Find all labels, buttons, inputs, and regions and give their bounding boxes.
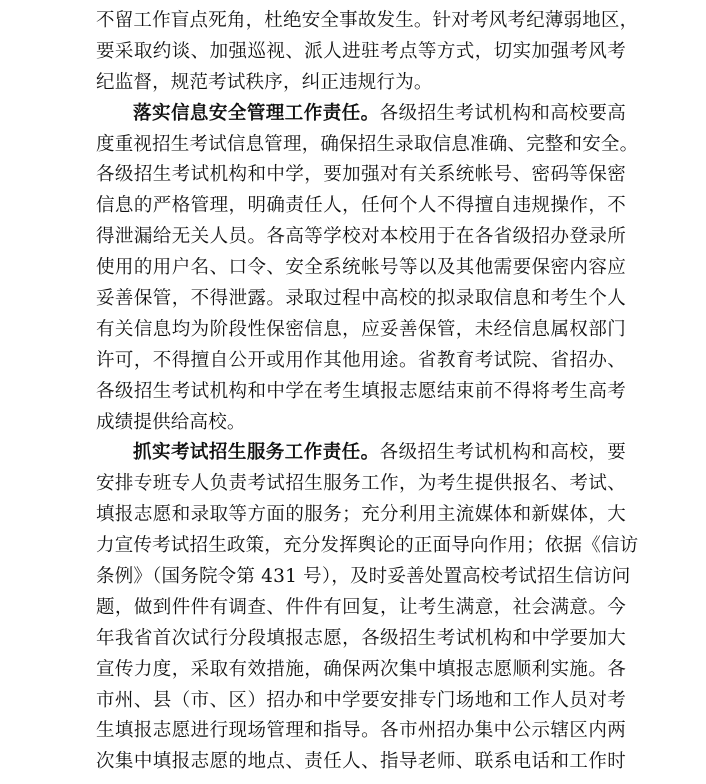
text-line: 安排专班专人负责考试招生服务工作，为考生提供报名、考试、	[96, 473, 626, 495]
text-line: 成绩提供给高校。	[96, 411, 246, 433]
line-text: 各级招生考试机构和高校要高	[379, 102, 626, 124]
text-line	[96, 99, 626, 130]
text-line: 各级招生考试机构和中学在考生填报志愿结束前不得将考生高考	[96, 380, 626, 402]
text-line: 条例》（国务院令第 431 号），及时妥善处置高校考试招生信访问	[96, 566, 631, 588]
text-line: 妥善保管，不得泄露。录取过程中高校的拟录取信息和考生个人	[96, 288, 626, 310]
text-line	[96, 438, 626, 469]
paragraph-heading: 落实信息安全管理工作责任。	[133, 102, 380, 124]
text-line: 许可，不得擅自公开或用作其他用途。省教育考试院、省招办、	[96, 349, 626, 371]
document-page	[96, 6, 639, 778]
text-line: 度重视招生考试信息管理，确保招生录取信息准确、完整和安全。	[96, 133, 639, 155]
text-line: 不留工作盲点死角，杜绝安全事故发生。针对考风考纪薄弱地区，	[96, 10, 639, 31]
paragraph	[96, 438, 639, 778]
text-line: 得泄漏给无关人员。各高等学校对本校用于在各省级招办登录所	[96, 226, 626, 248]
text-line: 有关信息均为阶段性保密信息，应妥善保管，未经信息属权部门	[96, 318, 626, 340]
text-line: 填报志愿和录取等方面的服务；充分利用主流媒体和新媒体，大	[96, 504, 626, 526]
text-line: 要采取约谈、加强巡视、派人进驻考点等方式，切实加强考风考	[96, 40, 626, 62]
text-line: 各级招生考试机构和中学，要加强对有关系统帐号、密码等保密	[96, 164, 626, 186]
paragraph-heading: 抓实考试招生服务工作责任。	[133, 442, 380, 464]
text-line: 信息的严格管理，明确责任人，任何个人不得擅自违规操作，不	[96, 195, 626, 217]
paragraph	[96, 99, 639, 439]
text-line: 纪监督，规范考试秩序，纠正违规行为。	[96, 71, 433, 93]
text-line: 市州、县（市、区）招办和中学要安排专门场地和工作人员对考	[96, 689, 626, 711]
text-line: 题，做到件件有调查、件件有回复，让考生满意，社会满意。今	[96, 596, 626, 618]
text-line: 宣传力度，采取有效措施，确保两次集中填报志愿顺利实施。各	[96, 658, 626, 680]
text-line: 年我省首次试行分段填报志愿，各级招生考试机构和中学要加大	[96, 627, 626, 649]
paragraph	[96, 6, 639, 99]
text-line: 使用的用户名、口令、安全系统帐号等以及其他需要保密内容应	[96, 257, 626, 279]
line-text: 各级招生考试机构和高校，要	[379, 442, 626, 464]
text-line: 次集中填报志愿的地点、责任人、指导老师、联系电话和工作时	[96, 751, 626, 773]
text-line: 生填报志愿进行现场管理和指导。各市州招办集中公示辖区内两	[96, 720, 626, 742]
text-line: 力宣传考试招生政策，充分发挥舆论的正面导向作用；依据《信访	[96, 535, 639, 557]
